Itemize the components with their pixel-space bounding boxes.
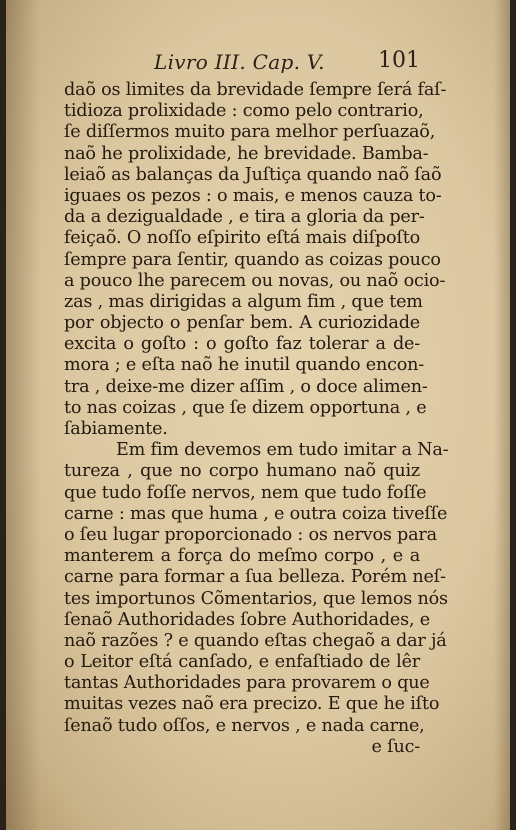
text-line: o ſeu lugar proporcionado : os nervos para <box>64 524 437 545</box>
text-line: daõ os limites da brevidade ſempre ſerá faſ- <box>64 80 447 100</box>
text-line: naõ he prolixidade, he brevidade. Bamba- <box>64 143 429 164</box>
text-line: ſe diſſermos muito para melhor perſuazaõ, <box>64 122 436 143</box>
gutter-shadow <box>6 0 40 830</box>
page-header <box>6 44 510 74</box>
text-line: mora ; e eſta naõ he inutil quando encon- <box>64 355 425 376</box>
text-line: por objecto o penſar bem. A curiozidade <box>64 313 420 334</box>
book-page <box>6 0 510 830</box>
text-line: a pouco lhe parecem ou novas, ou naõ ocio- <box>64 270 446 291</box>
text-line: excita o goſto : o goſto faz tolerar a de- <box>64 334 420 355</box>
text-line: ſenaõ tudo oſſos, e nervos , e nada carne, <box>64 715 425 736</box>
text-line: carne : mas que huma , e outra coiza tiveſſe <box>64 503 448 524</box>
text-line: tidioza prolixidade : como pelo contrario, <box>64 101 424 122</box>
text-line: tra , deixe-me dizer aſſim , o doce alimen- <box>64 376 428 397</box>
page-edge-shadow <box>494 0 510 830</box>
text-line: o Leitor eſtá canſado, e enfaſtiado de lêr <box>64 652 420 673</box>
text-line: to nas coizas , que ſe dizem opportuna , e <box>64 397 427 418</box>
running-head: Livro III. Cap. V. <box>154 50 325 74</box>
text-line: zas , mas dirigidas a algum fim , que tem <box>64 291 423 312</box>
text-line: ſempre para ſentir, quando as coizas pouco <box>64 249 441 270</box>
text-line: ſabiamente. <box>64 419 168 439</box>
text-line: tureza , que no corpo humano naõ quiz <box>64 461 420 482</box>
text-line: da a dezigualdade , e tira a gloria da per- <box>64 207 425 228</box>
body-text <box>64 80 449 758</box>
text-line: carne para formar a ſua belleza. Porém neſ- <box>64 567 446 588</box>
text-line: ſenaõ Authoridades ſobre Authoridades, e <box>64 609 430 630</box>
text-line: manterem a força do meſmo corpo , e a <box>64 546 420 567</box>
text-line: feiçaõ. O noſſo eſpirito eſtá mais diſpoſto <box>64 228 420 249</box>
text-line: muitas vezes naõ era precizo. E que he iſto <box>64 694 440 715</box>
text-line: tantas Authoridades para provarem o que <box>64 673 430 694</box>
text-line: iguaes os pezos : o mais, e menos cauza to- <box>64 185 442 206</box>
catchword: e ſuc- <box>371 736 420 757</box>
text-line: leiaõ as balanças da Juſtiça quando naõ ſaõ <box>64 164 442 185</box>
paragraph-first-line: Em fim devemos em tudo imitar a Na- <box>116 440 449 461</box>
page-number: 101 <box>378 48 420 73</box>
text-line: que tudo foſſe nervos, nem que tudo foſſe <box>64 482 427 503</box>
text-line: naõ razões ? e quando eſtas chegaõ a dar já <box>64 630 447 651</box>
text-line: tes importunos Cõmentarios, que lemos nós <box>64 588 448 609</box>
